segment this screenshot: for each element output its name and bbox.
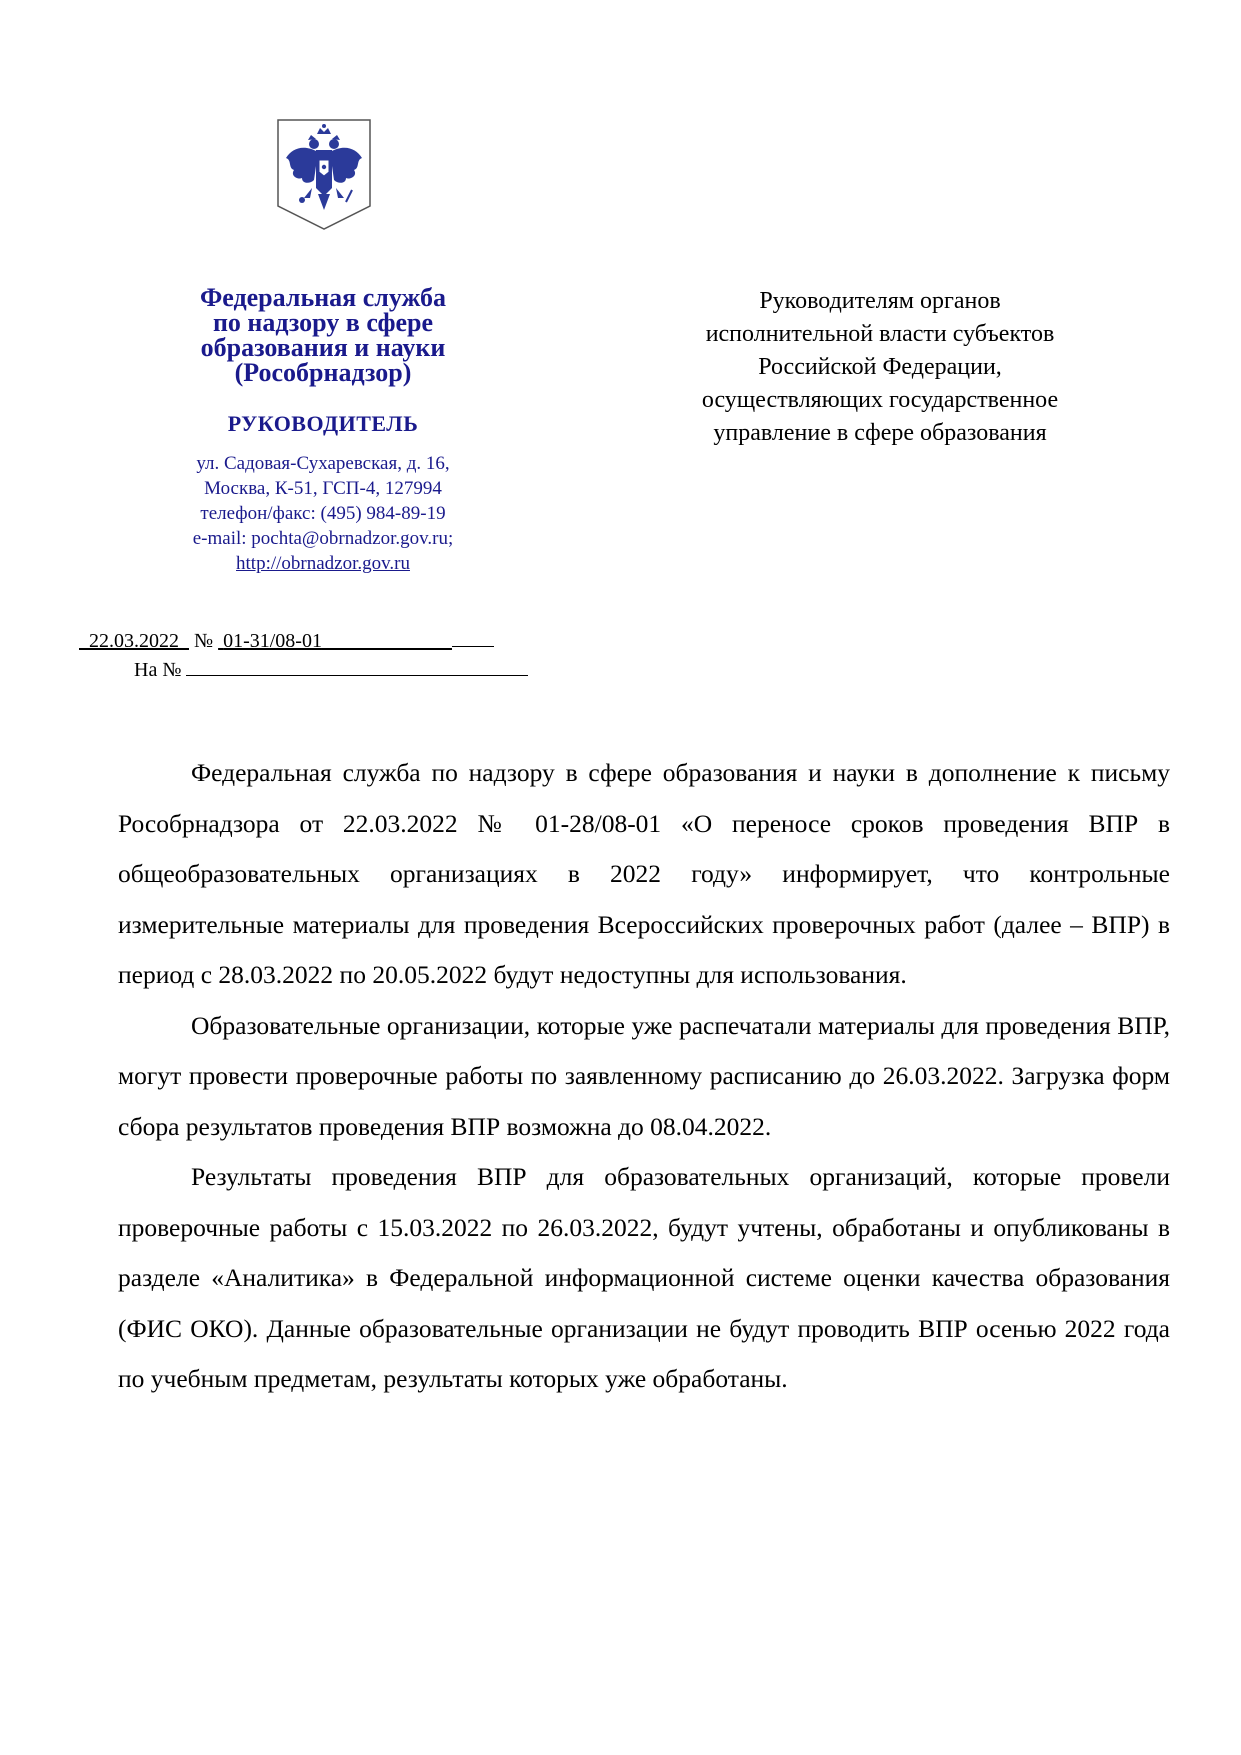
sender-address [130,451,516,576]
address-line: Москва, К-51, ГСП-4, 127994 [204,478,442,499]
body-paragraph: Образовательные организации, которые уже распечатали материалы для проведения ВПР, могут провести проверочные работы по заявленному расписанию до 26.03.2022. Загрузка форм сбора результатов проведения ВПР возможна до 08.04.2022. [118,1010,1170,1141]
org-name-line: (Рособрнадзор) [234,358,412,387]
recipient-line: управление в сфере образования [713,420,1047,446]
double-headed-eagle-icon [274,118,374,232]
letter-date: 22.03.2022 [89,630,179,652]
body-paragraph: Федеральная служба по надзору в сфере образования и науки в дополнение к письму Рособрнадзора от 22.03.2022 № 01-28/08-01 «О переносе сроков проведения ВПР в общеобразовательных организациях в 2022 году» информирует, что контрольные измерительные материалы для проведения Всероссийских проверочных работ (далее – ВПР) в период с 28.03.2022 по 20.05.2022 будут недоступны для использования. [118,758,1170,989]
org-name-line: образования и науки [200,333,446,362]
recipient-block [640,285,1120,450]
recipient-line: исполнительной власти субъектов [705,321,1055,347]
reply-label: На № [134,659,182,681]
number-sign: № [194,630,214,652]
email-line: e-mail: pochta@obrnadzor.gov.ru; [192,528,454,549]
recipient-line: Руководителям органов [759,288,1001,314]
org-name-line: Федеральная служба [199,283,447,312]
registration-line [79,628,494,653]
sender-header [130,285,516,576]
blank-fill-line [452,628,494,647]
recipient-line: осуществляющих государственное [701,387,1059,413]
reply-reference-line [134,657,528,682]
body-paragraph: Результаты проведения ВПР для образовательных организаций, которые провели проверочные работы с 15.03.2022 по 26.03.2022, будут учтены, обработаны и опубликованы в разделе «Аналитика» в Федеральной информационной системе оценки качества образования (ФИС ОКО). Данные образовательные организации не будут проводить ВПР осенью 2022 года по учебным предметам, результаты которых уже обработаны. [118,1162,1170,1393]
website-link[interactable]: http://obrnadzor.gov.ru [236,553,410,574]
org-name-line: по надзору в сфере [212,308,434,337]
blank-fill-line [186,657,528,676]
address-line: ул. Садовая-Сухаревская, д. 16, [196,453,450,474]
sender-role: РУКОВОДИТЕЛЬ [227,411,419,436]
coat-of-arms-emblem [274,118,374,232]
phone-line: телефон/факс: (495) 984-89-19 [200,503,446,524]
letter-body [118,748,1170,1405]
organization-name [130,285,516,385]
recipient-line: Российской Федерации, [758,354,1002,380]
letter-number: 01-31/08-01 [223,630,322,652]
